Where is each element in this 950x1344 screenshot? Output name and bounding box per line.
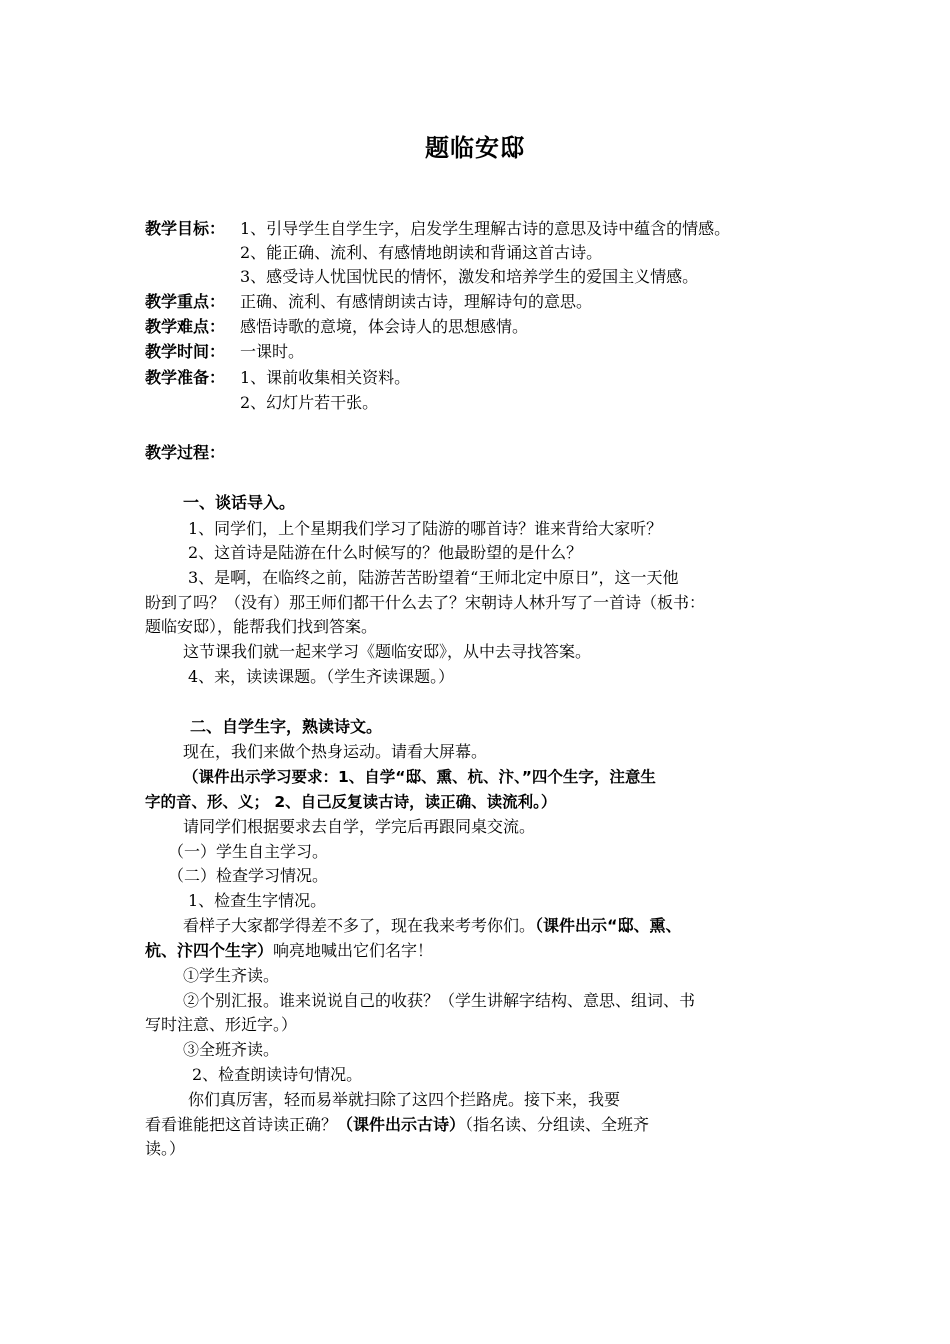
exam-text: 响亮地喊出它们名字！ (273, 941, 434, 960)
paragraph-line: （二）检查学习情况。 (168, 866, 329, 885)
preparation-label: 教学准备： (145, 368, 226, 387)
paragraph-line: 读。） (145, 1139, 186, 1158)
paragraph-line: 3、是啊，在临终之前，陆游苦苦盼望着“王师北定中原日”，这一天他 (188, 568, 679, 587)
courseware-requirements: （课件出示学习要求：1、自学“邸、熏、杭、汴、”四个生字，注意生 (183, 768, 656, 786)
paragraph-line: 这节课我们就一起来学习《题临安邸》，从中去寻找答案。 (183, 642, 592, 661)
objectives-label: 教学目标： (145, 219, 226, 238)
preparation-item: 1、课前收集相关资料。 (240, 368, 411, 387)
key-points-text: 正确、流利、有感情朗读古诗，理解诗句的意思。 (240, 292, 593, 311)
key-points-label: 教学重点： (145, 292, 226, 311)
courseware-characters: 杭、汴四个生字） (145, 941, 274, 960)
process-label: 教学过程： (145, 443, 226, 462)
courseware-requirements: 字的音、形、义； 2、自己反复读古诗，读正确、读流利。） (145, 793, 557, 811)
paragraph-line: ③全班齐读。 (183, 1040, 280, 1059)
paragraph-line: ②个别汇报。谁来说说自己的收获？（学生讲解字结构、意思、组词、书 (183, 991, 696, 1010)
paragraph-line: 现在，我们来做个热身运动。请看大屏幕。 (183, 742, 488, 761)
difficulties-label: 教学难点： (145, 317, 226, 336)
section1-heading: 一、谈话导入。 (183, 493, 296, 512)
paragraph-line (145, 939, 433, 963)
paragraph-line: （一）学生自主学习。 (168, 842, 329, 861)
paragraph-line: 2、这首诗是陆游在什么时候写的？他最盼望的是什么？ (188, 543, 583, 562)
objective-item: 1、引导学生自学生字，启发学生理解古诗的意思及诗中蕴含的情感。 (240, 219, 731, 238)
paragraph-line: 写时注意、形近字。） (145, 1015, 298, 1034)
paragraph-line: 盼到了吗？（没有）那王师们都干什么去了？宋朝诗人林升写了一首诗（板书： (145, 593, 706, 612)
paragraph-line: 题临安邸），能帮我们找到答案。 (145, 617, 378, 636)
courseware-characters: （课件出示“邸、熏、 (535, 916, 682, 935)
paragraph-line: 4、来，读读课题。（学生齐读课题。） (188, 667, 455, 686)
paragraph-line: 1、同学们，上个星期我们学习了陆游的哪首诗？谁来背给大家听？ (188, 519, 663, 538)
courseware-poem: （课件出示古诗） (337, 1115, 466, 1134)
paragraph-line: 2、检查朗读诗句情况。 (192, 1065, 363, 1084)
read-text: 看看谁能把这首诗读正确？ (145, 1115, 338, 1134)
page-title: 题临安邸 (425, 134, 525, 162)
paragraph-line (183, 914, 682, 938)
paragraph-line: 请同学们根据要求去自学，学完后再跟同桌交流。 (183, 817, 536, 836)
read-text: （指名读、分组读、全班齐 (465, 1115, 650, 1134)
exam-text: 看样子大家都学得差不多了，现在我来考考你们。 (183, 916, 536, 935)
paragraph-line: ①学生齐读。 (183, 966, 280, 985)
section2-heading: 二、自学生字，熟读诗文。 (190, 717, 383, 736)
objective-item: 2、能正确、流利、有感情地朗读和背诵这首古诗。 (240, 243, 603, 262)
objective-item: 3、感受诗人忧国忧民的情怀，激发和培养学生的爱国主义情感。 (240, 267, 699, 286)
time-label: 教学时间： (145, 342, 226, 361)
paragraph-line: 你们真厉害，轻而易举就扫除了这四个拦路虎。接下来，我要 (188, 1090, 621, 1109)
paragraph-line (145, 1113, 649, 1137)
difficulties-text: 感悟诗歌的意境，体会诗人的思想感情。 (240, 317, 529, 336)
preparation-item: 2、幻灯片若干张。 (240, 393, 379, 412)
paragraph-line: 1、检查生字情况。 (188, 891, 327, 910)
time-text: 一课时。 (240, 342, 305, 361)
